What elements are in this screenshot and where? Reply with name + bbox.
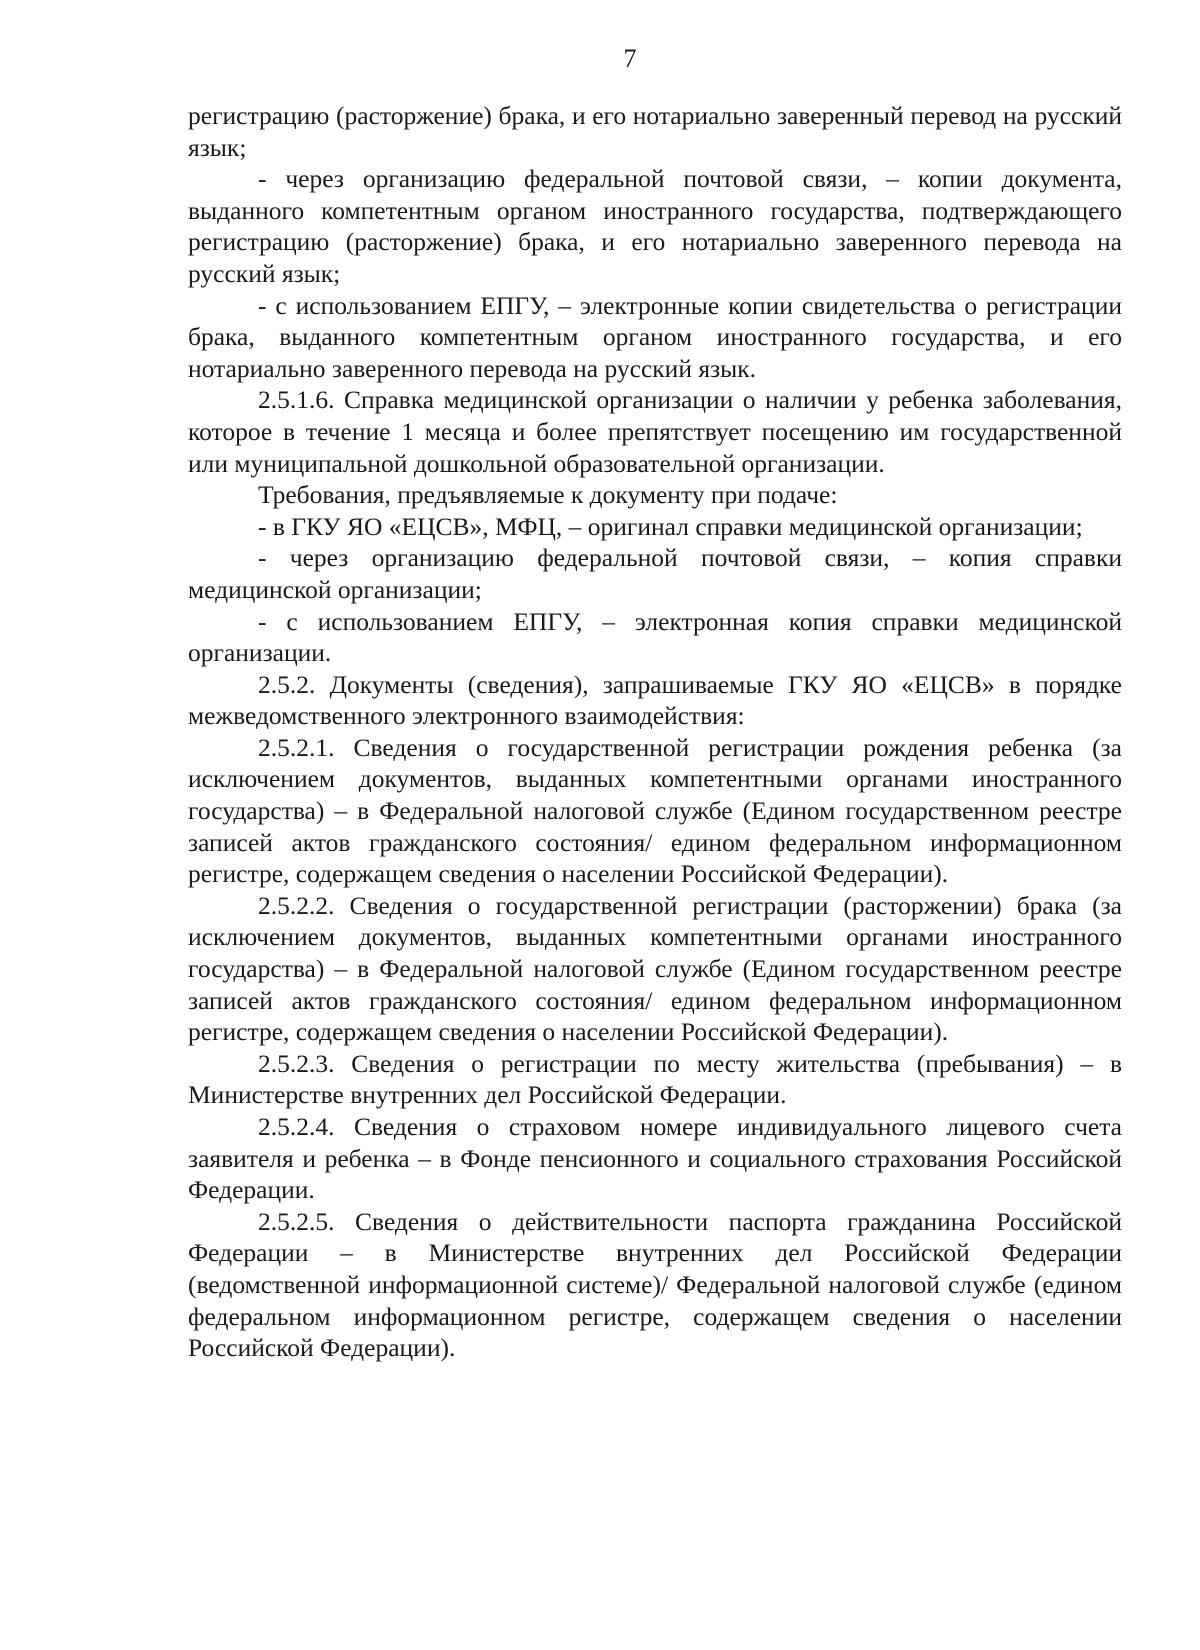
paragraph-gku-mfc: - в ГКУ ЯО «ЕЦСВ», МФЦ, – оригинал справки медицинской организации;	[258, 511, 1083, 541]
paragraph-epgu-medical: - с использованием ЕПГУ, – электронная копия справки медицинской организации.	[188, 606, 1122, 668]
document-body	[188, 100, 1122, 1364]
paragraph-continuation: регистрацию (расторжение) брака, и его нотариально заверенный перевод на русский язык;	[188, 101, 1122, 162]
paragraph-post-marriage: - через организацию федеральной почтовой связи, – копии документа, выданного компетентным органом иностранного государства, подтверждающего регистрацию (расторжение) брака, и его нотариально заверенного перевода на русский язык;	[188, 164, 1122, 288]
paragraph-requirements: Требования, предъявляемые к документу при подаче:	[258, 480, 838, 510]
paragraph-2-5-2-3: 2.5.2.3. Сведения о регистрации по месту жительства (пребывания) – в Министерстве внутренних дел Российской Федерации.	[188, 1048, 1122, 1110]
paragraph-2-5-2-1: 2.5.2.1. Сведения о государственной регистрации рождения ребенка (за исключением документов, выданных компетентными органами иностранного государства) – в Федеральной налоговой службе (Едином государственном реестре записей актов гражданского состояния/ едином федеральном информационном регистре, содержащем сведения о населении Российской Федерации).	[188, 732, 1122, 889]
paragraph-post-medical: - через организацию федеральной почтовой связи, – копия справки медицинской организации;	[188, 543, 1122, 604]
paragraph-epgu-marriage: - с использованием ЕПГУ, – электронные копии свидетельства о регистрации брака, выданного компетентным органом иностранного государства, и его нотариально заверенного перевода на русский язык.	[188, 290, 1122, 383]
paragraph-2-5-2-4: 2.5.2.4. Сведения о страховом номере индивидуального лицевого счета заявителя и ребенка – в Фонде пенсионного и социального страхования Российской Федерации.	[188, 1112, 1122, 1205]
paragraph-2-5-2-5: 2.5.2.5. Сведения о действительности паспорта гражданина Российской Федерации – в Министерстве внутренних дел Российской Федерации (ведомственной информационной системе)/ Федеральной налоговой службе (едином федеральном информационном регистре, содержащем сведения о населении Российской Федерации).	[188, 1206, 1122, 1363]
paragraph-2-5-1-6: 2.5.1.6. Справка медицинской организации о наличии у ребенка заболевания, которое в течение 1 месяца и более препятствует посещению им государственной или муниципальной дошкольной образовательной организации.	[188, 385, 1122, 478]
paragraph-2-5-2-2: 2.5.2.2. Сведения о государственной регистрации (расторжении) брака (за исключением документов, выданных компетентными органами иностранного государства) – в Федеральной налоговой службе (Едином государственном реестре записей актов гражданского состояния/ едином федеральном информационном регистре, содержащем сведения о населении Российской Федерации).	[188, 890, 1122, 1047]
paragraph-2-5-2: 2.5.2. Документы (сведения), запрашиваемые ГКУ ЯО «ЕЦСВ» в порядке межведомственного электронного взаимодействия:	[188, 669, 1122, 731]
page-number: 7	[623, 44, 637, 73]
